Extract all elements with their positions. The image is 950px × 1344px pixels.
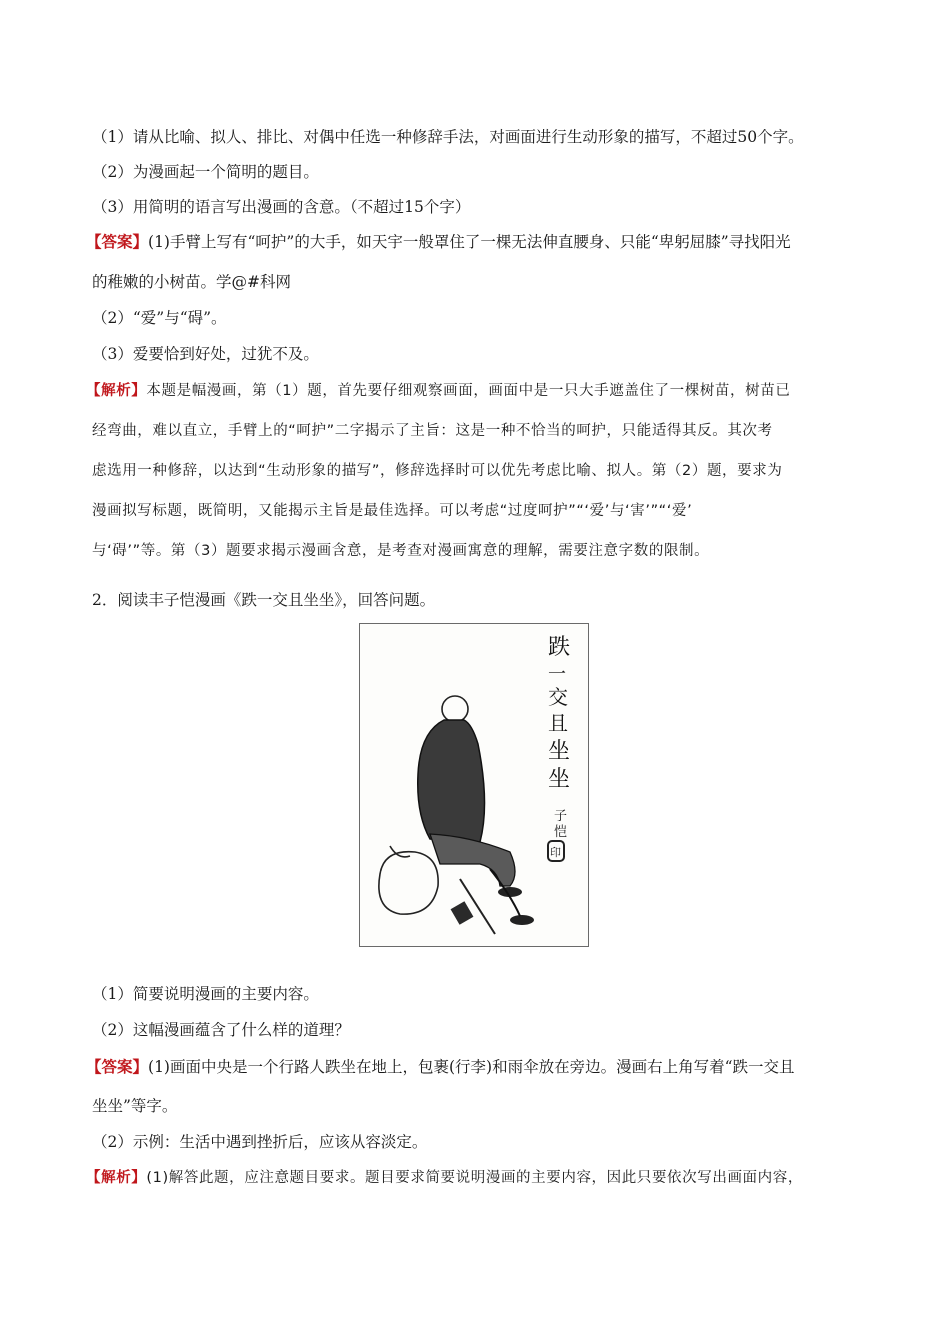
q1-analysis-line-2: 经弯曲，难以直立，手臂上的“呵护”二字揭示了主旨：这是一种不恰当的呵护，只能适得其反。其次考 [92,423,773,439]
cartoon-title-char-6: 坐 [548,767,571,792]
cartoon-signature-char-1: 子 [554,809,568,824]
q2-item-1: （1）简要说明漫画的主要内容。 [92,985,319,1003]
figure-head [442,696,468,722]
q1-answer-line-1 [86,232,866,252]
q1-answer-line-2: 的稚嫩的小树苗。学@#科网 [92,273,291,291]
q2-analysis-line-1 [86,1168,866,1188]
analysis-tag: 【解析】 [86,1170,147,1186]
cartoon-title-char-1: 跌 [548,635,571,660]
umbrella-canopy [451,901,474,925]
q2-answer-line-1 [86,1057,866,1077]
cartoon-title-char-3: 交 [548,685,568,709]
q1-item-3: （3）用简明的语言写出漫画的含意。（不超过15个字） [92,198,471,216]
q1-analysis-line-1 [86,381,866,401]
analysis-tag: 【解析】 [86,383,147,399]
cartoon-title-char-2: 一 [548,664,566,685]
q1-item-2: （2）为漫画起一个简明的题目。 [92,163,319,181]
answer-text: (1)手臂上写有“呵护”的大手，如天宇一般罩住了一棵无法伸直腰身、只能“卑躬屈膝”寻找阳光 [148,233,791,251]
q1-answer-item-3: （3）爱要恰到好处，过犹不及。 [92,345,319,363]
q1-item-1: （1）请从比喻、拟人、排比、对偶中任选一种修辞手法，对画面进行生动形象的描写，不超过50个字。 [92,128,804,146]
figure-shoe-2 [510,915,534,925]
analysis-text: 本题是幅漫画，第（1）题，首先要仔细观察画面，画面中是一只大手遮盖住了一棵树苗，树苗已 [146,383,791,399]
figure-legs [430,834,515,886]
answer-text: (1)画面中央是一个行路人跌坐在地上，包裹(行李)和雨伞放在旁边。漫画右上角写着“跌一交且 [148,1058,795,1076]
cartoon-signature-char-2: 恺 [554,825,568,840]
answer-tag: 【答案】 [86,1057,149,1076]
q2-heading: 2．阅读丰子恺漫画《跌一交且坐坐》，回答问题。 [92,591,436,609]
q1-answer-item-2: （2）“爱”与“碍”。 [92,309,227,327]
figure-robe [418,720,485,842]
q1-analysis-line-3: 虑选用一种修辞，以达到“生动形象的描写”，修辞选择时可以优先考虑比喻、拟人。第（2）题，要求为 [92,463,783,479]
q2-answer-line-2: 坐坐”等字。 [92,1097,178,1115]
cartoon-figure [359,623,589,947]
q2-answer-item-2: （2）示例：生活中遇到挫折后，应该从容淡定。 [92,1133,428,1151]
cartoon-illustration [360,624,588,946]
analysis-text: (1)解答此题，应注意题目要求。题目要求简要说明漫画的主要内容，因此只要依次写出画面内容， [146,1170,803,1186]
cartoon-title-char-4: 且 [548,711,568,735]
q1-analysis-line-5: 与‘碍’”等。第（3）题要求揭示漫画含意，是考查对漫画寓意的理解，需要注意字数的限制。 [92,543,710,559]
cartoon-title-char-5: 坐 [548,739,571,764]
answer-tag: 【答案】 [86,232,149,251]
bundle [379,852,438,914]
cartoon-seal-char: 印 [550,846,561,859]
q2-item-2: （2）这幅漫画蕴含了什么样的道理？ [92,1021,350,1039]
q1-analysis-line-4: 漫画拟写标题，既简明，又能揭示主旨是最佳选择。可以考虑“过度呵护”“‘爱’与‘害’”“‘爱’ [92,503,693,519]
